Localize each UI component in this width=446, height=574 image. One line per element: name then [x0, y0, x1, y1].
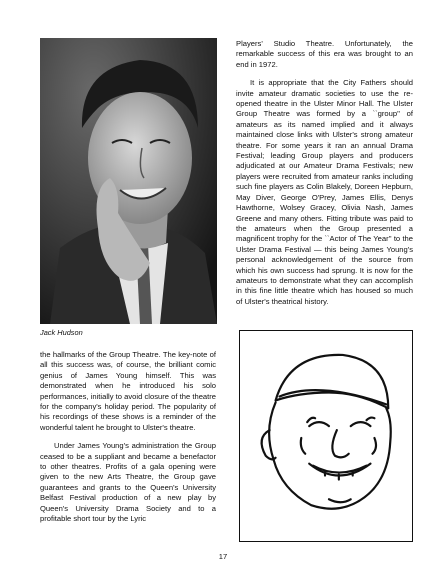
- portrait-icon: [40, 38, 217, 324]
- right-paragraph-2: It is appropriate that the City Fathers should invite amateur dramatic societies to use the re-opened theatre in the Ulster Minor Hall. The Ulster Group Theatre was formed by a ``group'' of amateurs as its named implied and it always maintained close links with Ulster's strong amateur theatre. For some years it ran an annual Drama Festival; leading Group players and producers adjudicated at our Amateur Drama Festivals; new players were recruited from amateur ranks including such fine players as Colin Blakely, Doreen Hepburn, May Diver, George O'Prey, James Ellis, Denys Hawthorne, Wolsey Gracey, Olivia Nash, James Greene and many others. Fitting tribute was paid to the amateurs when the Group presented a magnificent trophy for the ``Actor of The Year'' to the Ulster Drama Festival — this being James Young's personal acknowledgement of the source from which his own success had sprung. It is now for the amateurs to demonstrate what they can accomplish in this fine little theatre which has housed so much of Ulster's theatrical history.: [236, 78, 413, 306]
- photo-caption: Jack Hudson: [40, 328, 83, 337]
- left-paragraph-2: Under James Young's administration the Group ceased to be a suppliant and became a benefactor to other theatres. Profits of a gala opening were given to the new Arts Theatre, the Group gave guarantees and grants to the Queen's University Belfast Festival production of a new play by Queen's University Drama Society and to a profitable short tour by the Lyric: [40, 441, 216, 524]
- right-column: [236, 39, 413, 315]
- right-paragraph-1: Players' Studio Theatre. Unfortunately, the remarkable success of this era was brought to an end in 1972.: [236, 39, 413, 69]
- caricature-box: [239, 330, 413, 542]
- left-column: [40, 350, 216, 533]
- page-number: 17: [218, 552, 228, 561]
- caricature-icon: [240, 331, 412, 541]
- left-paragraph-1: the hallmarks of the Group Theatre. The key-note of all this success was, of course, the brilliant comic genius of James Young himself. This was demonstrated when he introduced his solo performances, initially to avoid closure of the theatre for the company's holiday period. The popularity of his recordings of these shows is a reminder of the wonderful talent he brought to Ulster's theatre.: [40, 350, 216, 432]
- portrait-photo: [40, 38, 217, 324]
